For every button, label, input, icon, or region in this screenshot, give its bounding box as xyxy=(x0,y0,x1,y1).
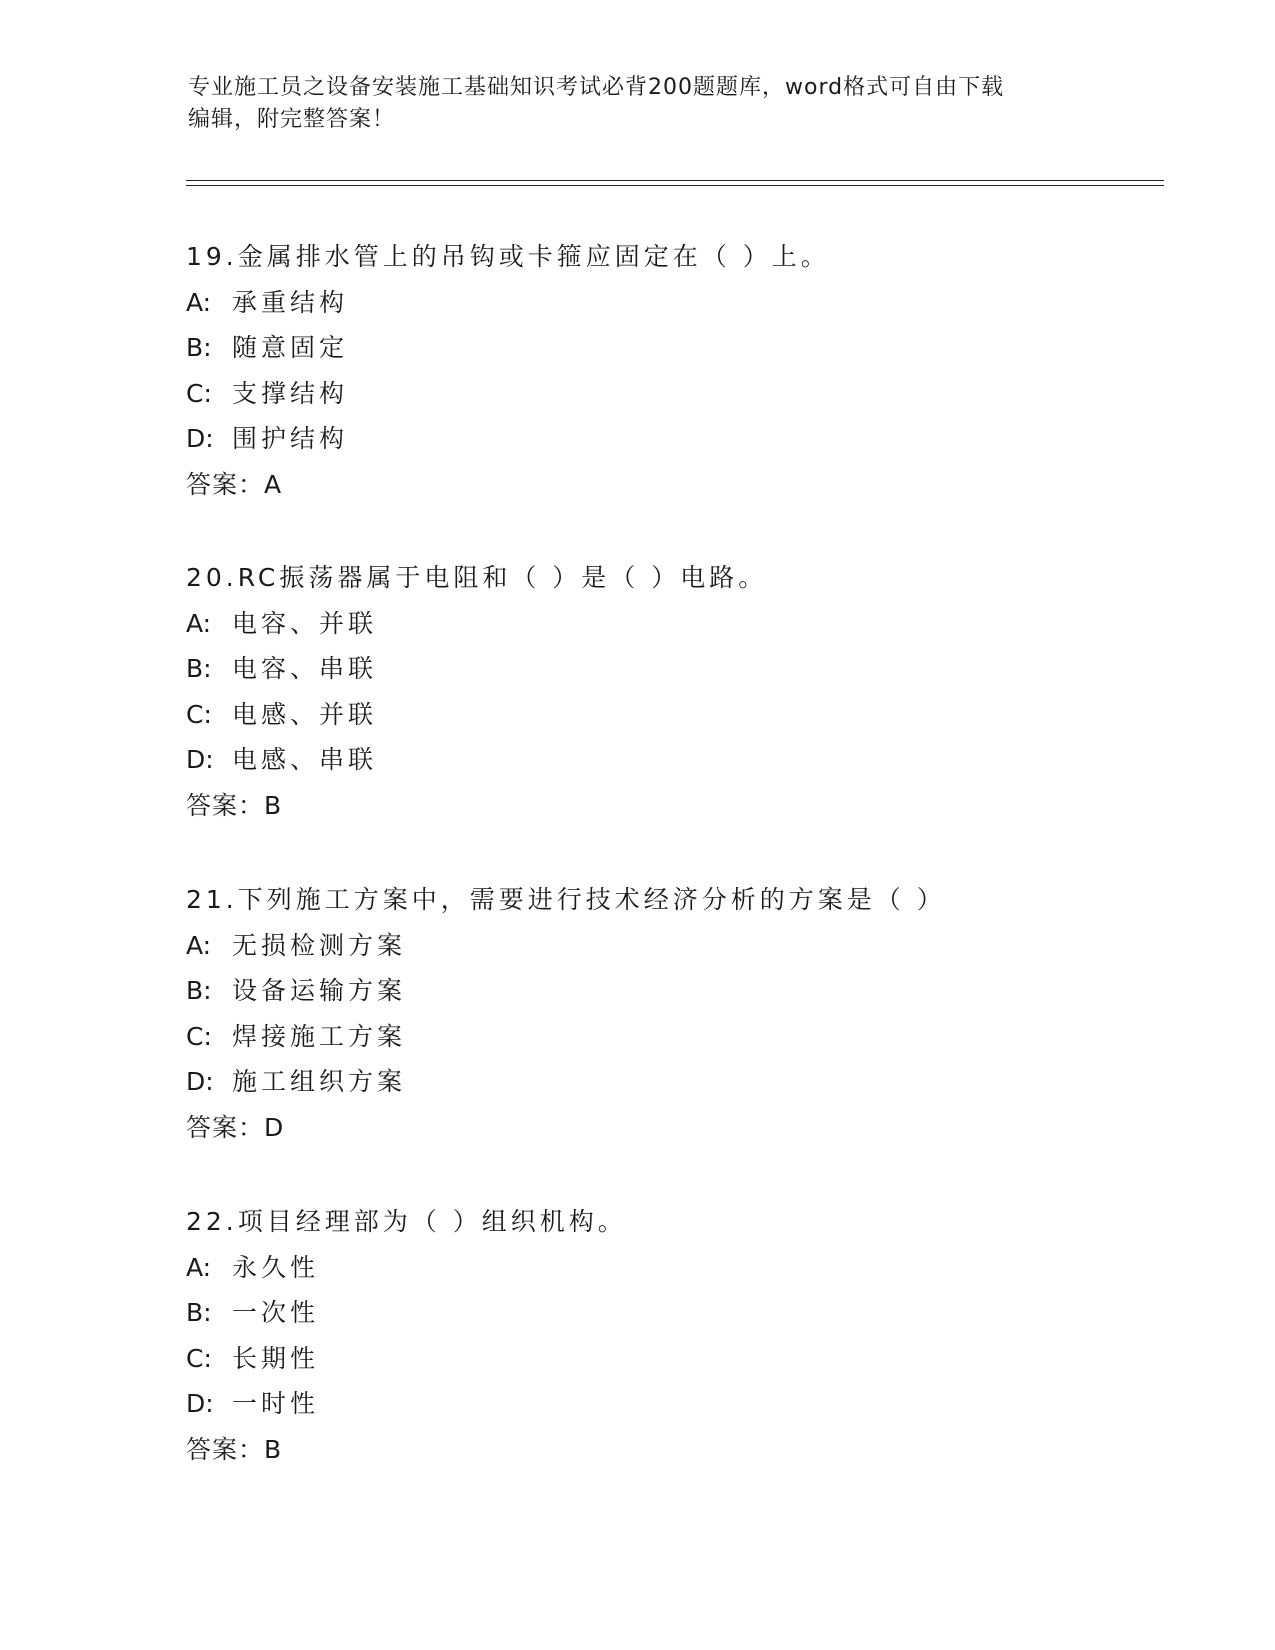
question-21 xyxy=(186,877,1166,1151)
option-text: 永久性 xyxy=(232,1252,320,1282)
option-a xyxy=(186,1245,1166,1291)
option-d xyxy=(186,737,1166,783)
option-text: 施工组织方案 xyxy=(232,1067,407,1097)
header-divider-bottom xyxy=(186,185,1164,186)
option-label: C: xyxy=(186,1343,212,1373)
option-label: A: xyxy=(186,1252,212,1282)
header-line-1: 专业施工员之设备安装施工基础知识考试必背200题题库，word格式可自由下载 xyxy=(188,75,1005,100)
option-label: B: xyxy=(186,1298,212,1328)
option-label: D: xyxy=(186,1389,214,1419)
answer: 答案：B xyxy=(186,790,283,820)
option-text: 围护结构 xyxy=(232,424,349,454)
option-label: C: xyxy=(186,699,212,729)
option-label: A: xyxy=(186,287,212,317)
option-text: 承重结构 xyxy=(232,287,349,317)
option-b xyxy=(186,325,1166,371)
option-text: 电容、并联 xyxy=(232,608,378,638)
option-label: C: xyxy=(186,378,212,408)
option-label: D: xyxy=(186,745,214,775)
option-text: 设备运输方案 xyxy=(232,976,407,1006)
option-label: B: xyxy=(186,333,212,363)
option-text: 一次性 xyxy=(232,1298,320,1328)
answer: 答案：B xyxy=(186,1434,283,1464)
question-stem: 20.RC振荡器属于电阻和（ ）是（ ）电路。 xyxy=(186,563,768,592)
header-line-2: 编辑，附完整答案！ xyxy=(188,107,396,132)
option-text: 无损检测方案 xyxy=(232,930,407,960)
option-b xyxy=(186,1290,1166,1336)
option-a xyxy=(186,601,1166,647)
option-c xyxy=(186,692,1166,738)
option-text: 长期性 xyxy=(232,1343,320,1373)
option-text: 一时性 xyxy=(232,1389,320,1419)
option-text: 电感、并联 xyxy=(232,699,378,729)
option-d xyxy=(186,416,1166,462)
option-label: D: xyxy=(186,424,214,454)
option-d xyxy=(186,1381,1166,1427)
question-stem: 22.项目经理部为（ ）组织机构。 xyxy=(186,1207,627,1236)
option-label: B: xyxy=(186,976,212,1006)
option-b xyxy=(186,968,1166,1014)
option-c xyxy=(186,371,1166,417)
question-stem: 19.金属排水管上的吊钩或卡箍应固定在（ ）上。 xyxy=(186,242,830,271)
option-text: 电容、串联 xyxy=(232,654,378,684)
option-label: A: xyxy=(186,930,212,960)
question-20 xyxy=(186,555,1166,829)
answer: 答案：D xyxy=(186,1112,285,1142)
option-label: D: xyxy=(186,1067,214,1097)
question-22 xyxy=(186,1199,1166,1473)
answer: 答案：A xyxy=(186,469,283,499)
document-header xyxy=(188,72,1088,136)
option-b xyxy=(186,646,1166,692)
option-text: 焊接施工方案 xyxy=(232,1021,407,1051)
option-label: C: xyxy=(186,1021,212,1051)
option-a xyxy=(186,280,1166,326)
option-text: 随意固定 xyxy=(232,333,349,363)
option-text: 支撑结构 xyxy=(232,378,349,408)
option-a xyxy=(186,923,1166,969)
option-text: 电感、串联 xyxy=(232,745,378,775)
option-c xyxy=(186,1014,1166,1060)
option-label: A: xyxy=(186,608,212,638)
option-d xyxy=(186,1059,1166,1105)
option-label: B: xyxy=(186,654,212,684)
question-19 xyxy=(186,234,1166,508)
header-divider-top xyxy=(186,180,1164,181)
question-stem: 21.下列施工方案中，需要进行技术经济分析的方案是（ ） xyxy=(186,885,946,914)
option-c xyxy=(186,1336,1166,1382)
